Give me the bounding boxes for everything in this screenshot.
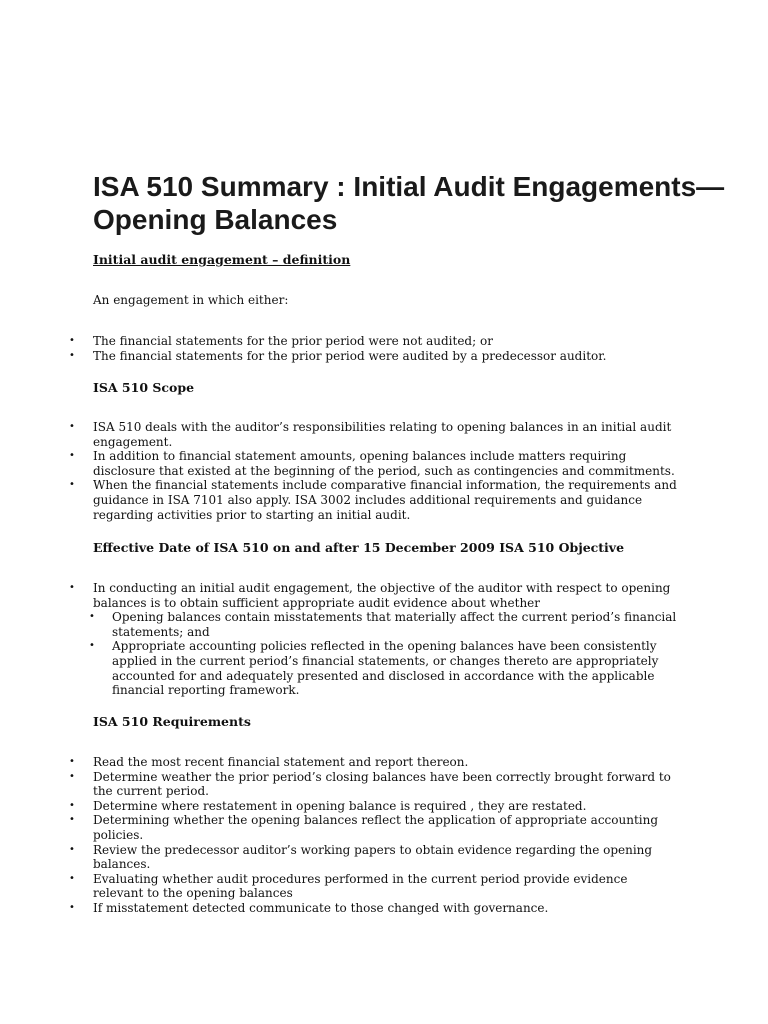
list-item: • The financial statements for the prior period were audited by a predecessor auditor. [0, 349, 768, 364]
list-item: • The financial statements for the prior period were not audited; or [0, 334, 768, 349]
scope-heading: ISA 510 Scope [93, 380, 195, 395]
page-title: ISA 510 Summary : Initial Audit Engagements—Opening Balances [93, 171, 725, 235]
objective-sub-list [93, 610, 680, 698]
list-item: • If misstatement detected communicate to those changed with governance. [0, 901, 768, 916]
objective-list [0, 581, 768, 698]
requirements-list [0, 755, 768, 916]
list-item: • ISA 510 deals with the auditor’s responsibilities relating to opening balances in an initial audit engagement. [0, 420, 768, 449]
list-item: • Evaluating whether audit procedures performed in the current period provide evidence relevant to the opening balances [0, 872, 768, 901]
effective-date-heading: Effective Date of ISA 510 on and after 15 December 2009 ISA 510 Objective [93, 540, 625, 555]
sub-list-item: • Appropriate accounting policies reflected in the opening balances have been consistently applied in the current period’s financial statements, or changes thereto are appropriately accounted for and adequately presented and disclosed in accordance with the applicable financial reporting framework. [0, 639, 680, 697]
requirements-heading: ISA 510 Requirements [93, 714, 251, 729]
list-item: • Review the predecessor auditor’s working papers to obtain evidence regarding the opening balances. [0, 843, 768, 872]
scope-list [0, 420, 768, 522]
list-item: • When the financial statements include comparative financial information, the requirements and guidance in ISA 7101 also apply. ISA 3002 includes additional requirements and guidance regarding activities prior to starting an initial audit. [0, 478, 768, 522]
definition-heading: Initial audit engagement – definition [93, 252, 351, 267]
objective-text: In conducting an initial audit engagement, the objective of the auditor with respect to opening balances is to obtain sufficient appropriate audit evidence about whether [93, 581, 671, 610]
list-item: • Read the most recent financial statement and report thereon. [0, 755, 768, 770]
list-item: • In addition to financial statement amounts, opening balances include matters requiring disclosure that existed at the beginning of the period, such as contingencies and commitments. [0, 449, 768, 478]
list-item: • Determine where restatement in opening balance is required , they are restated. [0, 799, 768, 814]
list-item: • Determining whether the opening balances reflect the application of appropriate accounting policies. [0, 813, 768, 842]
definition-intro: An engagement in which either: [93, 293, 289, 307]
definition-list [0, 334, 768, 363]
sub-list-item: • Opening balances contain misstatements that materially affect the current period’s financial statements; and [0, 610, 680, 639]
list-item [0, 581, 768, 698]
list-item: • Determine weather the prior period’s closing balances have been correctly brought forward to the current period. [0, 770, 768, 799]
